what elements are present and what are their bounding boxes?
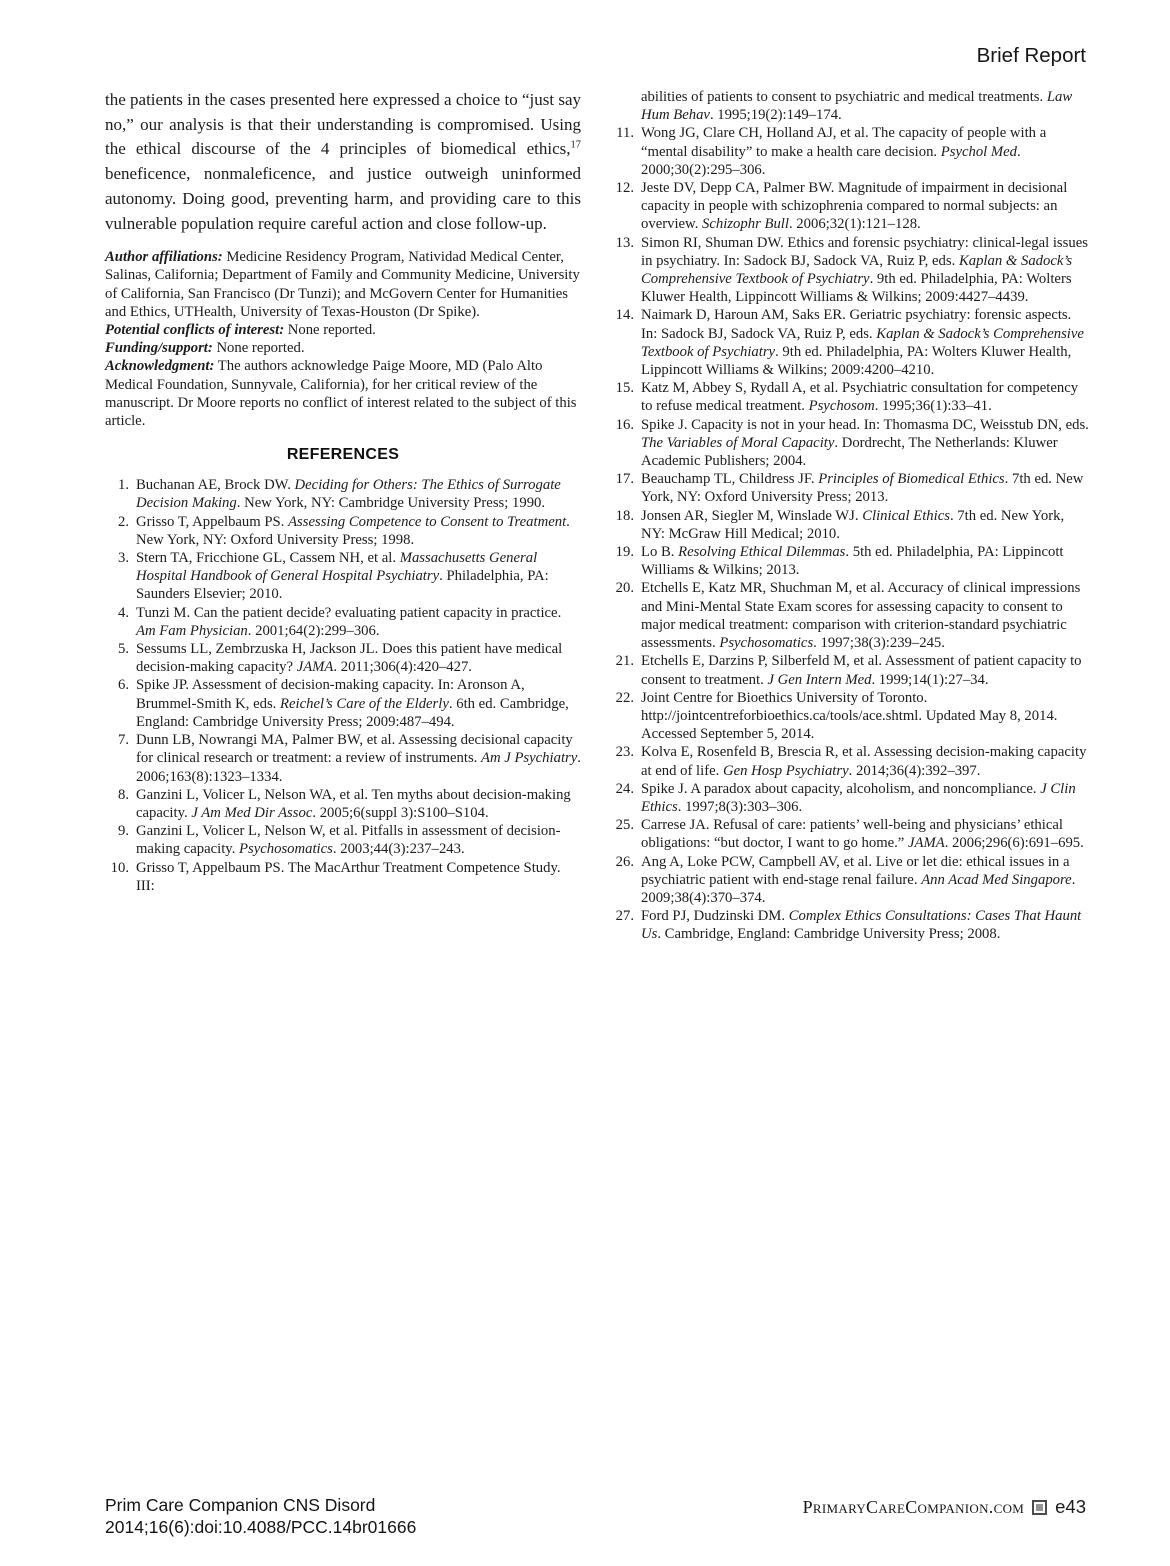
reference-number: 11. bbox=[616, 125, 634, 142]
references-list-left bbox=[105, 476, 581, 895]
reference-item bbox=[610, 179, 1091, 234]
reference-item bbox=[105, 786, 581, 822]
reference-item bbox=[105, 604, 581, 640]
reference-item bbox=[610, 124, 1091, 179]
square-marker-icon bbox=[1032, 1500, 1047, 1515]
reference-text: Stern TA, Fricchione GL, Cassem NH, et al. Massachusetts General Hospital Handbook of General Hospital Psychiatry. Philadelphia, PA: Saunders Elsevier; 2010. bbox=[136, 550, 549, 603]
reference-text: Beauchamp TL, Childress JF. Principles of Biomedical Ethics. 7th ed. New York, NY: Oxford University Press; 2013. bbox=[641, 471, 1084, 506]
reference-number: 12. bbox=[615, 180, 634, 197]
reference-number: 23. bbox=[615, 744, 634, 761]
author-note-entry: Acknowledgment: The authors acknowledge Paige Moore, MD (Palo Alto Medical Foundation, Sunnyvale, California), for her critical review of the manuscript. Dr Moore reports no conflict of interest related to the subject of this article. bbox=[105, 358, 577, 430]
reference-number: 9. bbox=[117, 823, 129, 840]
reference-text: Jonsen AR, Siegler M, Winslade WJ. Clinical Ethics. 7th ed. New York, NY: McGraw Hill Medical; 2010. bbox=[641, 507, 1065, 542]
reference-text: Grisso T, Appelbaum PS. The MacArthur Treatment Competence Study. III: bbox=[136, 859, 561, 894]
reference-number: 16. bbox=[615, 416, 634, 433]
reference-number: 20. bbox=[615, 580, 634, 597]
reference-number: 25. bbox=[615, 817, 634, 834]
journal-website: PrimaryCareCompanion.com bbox=[802, 1496, 1025, 1517]
reference-text: Grisso T, Appelbaum PS. Assessing Competence to Consent to Treatment. New York, NY: Oxford University Press; 1998. bbox=[136, 513, 570, 548]
footer-right-block bbox=[803, 1496, 1086, 1518]
author-note-label: Author affiliations: bbox=[105, 249, 223, 266]
reference-item bbox=[610, 416, 1091, 471]
page-number: e43 bbox=[1055, 1496, 1086, 1517]
author-notes bbox=[105, 248, 581, 430]
citation-superscript: 17 bbox=[570, 139, 581, 151]
reference-item-continuation bbox=[610, 88, 1091, 124]
reference-text: Ganzini L, Volicer L, Nelson W, et al. Pitfalls in assessment of decision-making capacity. Psychosomatics. 2003;44(3):237–243. bbox=[136, 823, 561, 858]
reference-item bbox=[105, 676, 581, 731]
author-note-label: Acknowledgment: bbox=[105, 358, 215, 375]
reference-item bbox=[610, 743, 1091, 779]
references-list-right bbox=[610, 88, 1091, 944]
reference-number: 26. bbox=[615, 853, 634, 870]
reference-number: 24. bbox=[615, 780, 634, 797]
reference-text: Joint Centre for Bioethics University of Toronto. http://jointcentreforbioethics.ca/tools/ace.shtml. Updated May 8, 2014. Accessed September 5, 2014. bbox=[641, 689, 1058, 743]
reference-number: 7. bbox=[117, 732, 129, 749]
reference-number: 2. bbox=[117, 513, 129, 530]
reference-item bbox=[105, 549, 581, 604]
reference-number: 5. bbox=[117, 641, 129, 658]
reference-number: 18. bbox=[615, 507, 634, 524]
running-head: Brief Report bbox=[976, 44, 1086, 67]
reference-text: Etchells E, Katz MR, Shuchman M, et al. Accuracy of clinical impressions and Mini-Mental State Exam scores for assessing capacity to consent to major medical treatment: comparison with criterion-standard psychiatric assessments. Psychosomatics. 1997;38(3):239–245. bbox=[641, 580, 1081, 652]
reference-number: 17. bbox=[615, 471, 634, 488]
reference-item bbox=[610, 234, 1091, 307]
reference-text: Katz M, Abbey S, Rydall A, et al. Psychiatric consultation for competency to refuse medical treatment. Psychosom. 1995;36(1):33–41. bbox=[641, 380, 1079, 415]
reference-number: 8. bbox=[117, 786, 129, 803]
reference-item bbox=[610, 816, 1091, 852]
reference-item bbox=[105, 731, 581, 786]
right-column bbox=[610, 88, 1091, 944]
reference-number: 21. bbox=[615, 653, 634, 670]
reference-item bbox=[105, 513, 581, 549]
reference-number: 4. bbox=[117, 604, 129, 621]
reference-number bbox=[610, 88, 634, 124]
reference-number: 3. bbox=[117, 550, 129, 567]
body-paragraph bbox=[105, 88, 581, 236]
reference-text: Buchanan AE, Brock DW. Deciding for Others: The Ethics of Surrogate Decision Making. New York, NY: Cambridge University Press; 1990. bbox=[136, 477, 561, 512]
reference-text: Jeste DV, Depp CA, Palmer BW. Magnitude of impairment in decisional capacity in people with schizophrenia compared to normal subjects: an overview. Schizophr Bull. 2006;32(1):121–128. bbox=[641, 180, 1068, 233]
journal-citation bbox=[105, 1494, 416, 1538]
reference-text: Lo B. Resolving Ethical Dilemmas. 5th ed. Philadelphia, PA: Lippincott Williams & Wilkins; 2013. bbox=[641, 544, 1064, 579]
paragraph-text: beneficence, nonmaleficence, and justice outweigh uninformed autonomy. Doing good, preventing harm, and providing care to this vulnerable population require careful action and close follow-up. bbox=[105, 164, 581, 233]
reference-text: Sessums LL, Zembrzuska H, Jackson JL. Does this patient have medical decision-making capacity? JAMA. 2011;306(4):420–427. bbox=[136, 641, 563, 676]
reference-text: abilities of patients to consent to psychiatric and medical treatments. Law Hum Behav. 1995;19(2):149–174. bbox=[641, 89, 1073, 124]
reference-text: Ang A, Loke PCW, Campbell AV, et al. Live or let die: ethical issues in a psychiatric patient with end-stage renal failure. Ann Acad Med Singapore. 2009;38(4):370–374. bbox=[641, 853, 1076, 906]
reference-item bbox=[105, 859, 581, 895]
journal-citation-line1: Prim Care Companion CNS Disord bbox=[105, 1495, 376, 1515]
author-note-entry: Potential conflicts of interest: None reported. bbox=[105, 322, 376, 339]
left-column bbox=[105, 88, 581, 895]
reference-item bbox=[610, 306, 1091, 379]
reference-item bbox=[610, 853, 1091, 908]
reference-text: Naimark D, Haroun AM, Saks ER. Geriatric psychiatry: forensic aspects. In: Sadock BJ, Sadock VA, Ruiz P, eds. Kaplan & Sadock’s Comprehensive Textbook of Psychiatry. 9th ed. Philadelphia, PA: Wolters Kluwer Health, Lippincott Williams & Wilkins; 2009:4200–4210. bbox=[641, 307, 1084, 379]
reference-number: 13. bbox=[615, 234, 634, 251]
reference-item bbox=[105, 476, 581, 512]
reference-text: Spike J. Capacity is not in your head. In: Thomasma DC, Weisstub DN, eds. The Variables of Moral Capacity. Dordrecht, The Netherlands: Kluwer Academic Publishers; 2004. bbox=[641, 416, 1089, 470]
reference-item bbox=[610, 543, 1091, 579]
reference-item bbox=[610, 907, 1091, 943]
reference-text: Ford PJ, Dudzinski DM. Complex Ethics Consultations: Cases That Haunt Us. Cambridge, England: Cambridge University Press; 2008. bbox=[641, 908, 1082, 943]
paragraph-text: the patients in the cases presented here expressed a choice to “just say no,” our analysis is that their understanding is compromised. Using the ethical discourse of the 4 principles of biomedical ethics, bbox=[105, 90, 581, 159]
reference-number: 19. bbox=[615, 544, 634, 561]
reference-number: 1. bbox=[117, 477, 129, 494]
reference-text: Spike J. A paradox about capacity, alcoholism, and noncompliance. J Clin Ethics. 1997;8(3):303–306. bbox=[641, 780, 1076, 815]
reference-item bbox=[610, 379, 1091, 415]
reference-text: Spike JP. Assessment of decision-making capacity. In: Aronson A, Brummel-Smith K, eds. Reichel’s Care of the Elderly. 6th ed. Cambridge, England: Cambridge University Press; 2009:487–494. bbox=[136, 677, 569, 730]
reference-text: Ganzini L, Volicer L, Nelson WA, et al. Ten myths about decision-making capacity. J Am Med Dir Assoc. 2005;6(suppl 3):S100–S104. bbox=[136, 786, 571, 821]
reference-text: Simon RI, Shuman DW. Ethics and forensic psychiatry: clinical-legal issues in psychiatry. In: Sadock BJ, Sadock VA, Ruiz P, eds. Kaplan & Sadock’s Comprehensive Textbook of Psychiatry. 9th ed. Philadelphia, PA: Wolters Kluwer Health, Lippincott Williams & Wilkins; 2009:4427–4439. bbox=[641, 234, 1088, 306]
reference-number: 14. bbox=[615, 307, 634, 324]
reference-number: 6. bbox=[117, 677, 129, 694]
author-note-label: Potential conflicts of interest: bbox=[105, 322, 285, 339]
reference-item bbox=[610, 689, 1091, 744]
reference-text: Dunn LB, Nowrangi MA, Palmer BW, et al. Assessing decisional capacity for clinical research or treatment: a review of instruments. Am J Psychiatry. 2006;163(8):1323–1334. bbox=[136, 732, 581, 785]
reference-text: Tunzi M. Can the patient decide? evaluating patient capacity in practice. Am Fam Physician. 2001;64(2):299–306. bbox=[136, 604, 562, 639]
reference-number: 22. bbox=[615, 689, 634, 706]
author-note-entry: Author affiliations: Medicine Residency Program, Natividad Medical Center, Salinas, California; Department of Family and Community Medicine, University of California, San Francisco (Dr Tunzi); and McGovern Center for Humanities and Ethics, UTHealth, University of Texas-Houston (Dr Spike). bbox=[105, 249, 580, 320]
reference-item bbox=[610, 652, 1091, 688]
reference-item bbox=[105, 822, 581, 858]
author-note-label: Funding/support: bbox=[105, 340, 213, 357]
reference-text: Etchells E, Darzins P, Silberfeld M, et al. Assessment of patient capacity to consent to treatment. J Gen Intern Med. 1999;14(1):27–34. bbox=[641, 653, 1082, 688]
reference-item bbox=[610, 470, 1091, 506]
reference-text: Kolva E, Rosenfeld B, Brescia R, et al. Assessing decision-making capacity at end of life. Gen Hosp Psychiatry. 2014;36(4):392–397. bbox=[641, 744, 1087, 779]
reference-item bbox=[105, 640, 581, 676]
reference-number: 15. bbox=[615, 380, 634, 397]
author-note-entry: Funding/support: None reported. bbox=[105, 340, 305, 357]
reference-item bbox=[610, 579, 1091, 652]
journal-citation-line2: 2014;16(6):doi:10.4088/PCC.14br01666 bbox=[105, 1517, 417, 1537]
reference-text: Carrese JA. Refusal of care: patients’ well-being and physicians’ ethical obligations: “but doctor, I want to go home.” JAMA. 2006;296(6):691–695. bbox=[641, 817, 1084, 852]
reference-number: 10. bbox=[110, 859, 129, 876]
references-heading: REFERENCES bbox=[286, 446, 400, 464]
reference-item bbox=[610, 507, 1091, 543]
reference-item bbox=[610, 780, 1091, 816]
reference-number: 27. bbox=[615, 908, 634, 925]
reference-text: Wong JG, Clare CH, Holland AJ, et al. The capacity of people with a “mental disability” to make a health care decision. Psychol Med. 2000;30(2):295–306. bbox=[641, 125, 1047, 178]
